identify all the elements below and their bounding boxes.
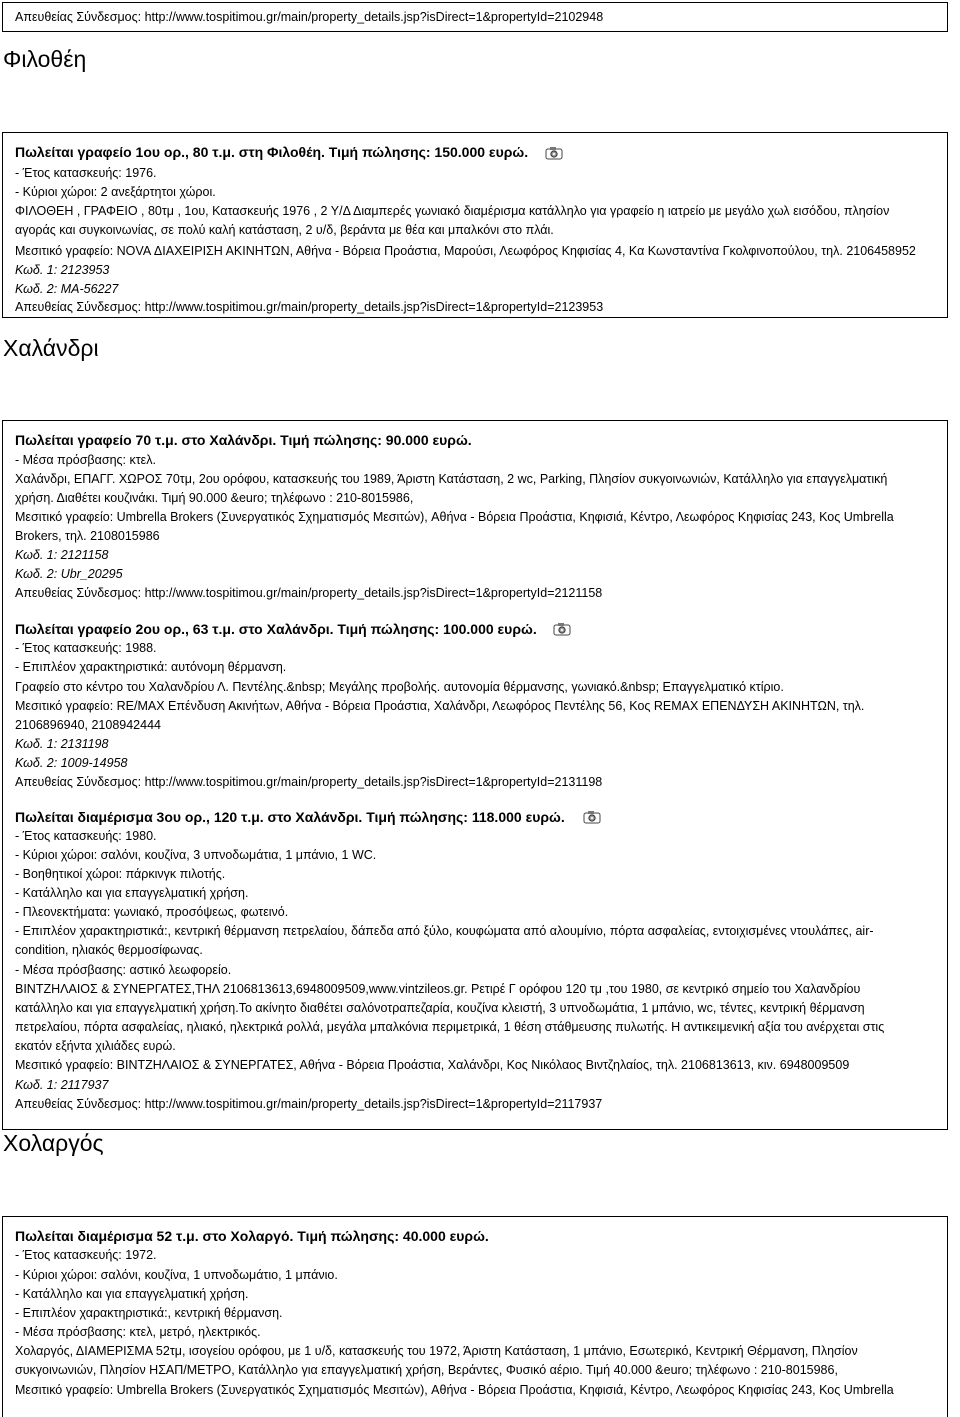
listing-code-1: Κωδ. 1: 2121158 [15,548,109,562]
listing-line: - Μέσα πρόσβασης: αστικό λεωφορείο. [15,963,232,977]
listing-title: Πωλείται διαμέρισμα 3ου ορ., 120 τ.μ. στο Χαλάνδρι. Τιμή πώλησης: 118.000 ευρώ. [15,809,565,825]
top-link-box [2,2,948,32]
listing-line: Γραφείο στο κέντρο του Χαλανδρίου Λ. Πεντέλης.&nbsp; Μεγάλης προβολής. αυτονομία θέρμανσης, γωνιακό.&nbsp; Επαγγελματικό κτίριο. [15,680,784,694]
listing-line: - Κύριοι χώροι: 2 ανεξάρτητοι χώροι. [15,185,216,199]
listing-code-2: Κωδ. 2: Ubr_20295 [15,567,123,581]
listing-line: Χαλάνδρι, ΕΠΑΓΓ. ΧΩΡΟΣ 70τμ, 2ου ορόφου, κατασκευής του 1989, Άριστη Κατάσταση, 2 wc, Parking, Πλησίον συκγοινωνιών, Κατάλληλο για επαγγελματική [15,472,888,486]
listing-line: πετρελαίου, πόρτα ασφαλείας, ηλιακό, ηλεκτρικά ρολλά, μεγάλα μπαλκόνια περιμετρικά, 1 θέση στάθμευσης πυλωτής. Η αντικειμενική αξία του ανέρχεται στις [15,1020,885,1034]
listing-line: - Κατάλληλο και για επαγγελματική χρήση. [15,886,249,900]
listing-title: Πωλείται γραφείο 70 τ.μ. στο Χαλάνδρι. Τιμή πώλησης: 90.000 ευρώ. [15,432,472,448]
listing-line: - Κύριοι χώροι: σαλόνι, κουζίνα, 3 υπνοδωμάτια, 1 μπάνιο, 1 WC. [15,848,377,862]
listing-line: - Επιπλέον χαρακτηριστικά:, κεντρική θέρμανση πετρελαίου, δάπεδα από ξύλο, κουφώματα από αλουμίνιο, πόρτα ασφαλείας, εντοιχισμένες ντουλάπες, air- [15,924,874,938]
listing-line: - Πλεονεκτήματα: γωνιακό, προσόψεως, φωτεινό. [15,905,289,919]
listing-line: condition, ηλιακός θερμοσίφωνας. [15,943,203,957]
listing-line: - Κατάλληλο και για επαγγελματική χρήση. [15,1287,249,1301]
listing-agency: Μεσιτικό γραφείο: RE/MAX Επένδυση Ακινήτων, Αθήνα - Βόρεια Προάστια, Χαλάνδρι, Λεωφόρος Πεντέλης 56, Κος REMAX ΕΠΕΝΔΥΣΗ ΑΚΙΝΗΤΩΝ, τηλ. [15,699,865,713]
region-heading: Φιλοθέη [3,46,87,72]
region-heading: Χολαργός [3,1130,104,1156]
listing-line: - Επιπλέον χαρακτηριστικά: αυτόνομη θέρμανση. [15,660,287,674]
listing-agency: Μεσιτικό γραφείο: Umbrella Brokers (Συνεργατικός Σχηματισμός Μεσιτών), Αθήνα - Βόρεια Προάστια, Κηφισιά, Κέντρο, Λεωφόρος Κηφισίας 243, Κος Umbrella [15,1383,894,1397]
listing-line: - Βοηθητικοί χώροι: πάρκινγκ πιλοτής. [15,867,226,881]
listing-line: - Έτος κατασκευής: 1988. [15,641,157,655]
listing-agency: Μεσιτικό γραφείο: ΒΙΝΤΖΗΛΑΙΟΣ & ΣΥΝΕΡΓΑΤΕΣ, Αθήνα - Βόρεια Προάστια, Χαλάνδρι, Κος Νικόλαος Βιντζηλαίος, τηλ. 2106813613, κιν. 6948009509 [15,1058,850,1072]
direct-link[interactable]: Απευθείας Σύνδεσμος: http://www.tospitimou.gr/main/property_details.jsp?isDirect=1&propertyId=2102948 [15,10,604,24]
camera-icon[interactable] [553,622,571,636]
listing-title: Πωλείται γραφείο 2ου ορ., 63 τ.μ. στο Χαλάνδρι. Τιμή πώλησης: 100.000 ευρώ. [15,621,537,637]
listing-line: ΦΙΛΟΘΕΗ , ΓΡΑΦΕΙΟ , 80τμ , 1ου, Κατασκευής 1976 , 2 Υ/Δ Διαμπερές γωνιακό διαμέρισμα κατάλληλο για γραφείο η ιατρείο με μεγάλο χωλ εισόδου, πλησίον [15,204,890,218]
region-heading: Χαλάνδρι [3,335,99,361]
listing-line: αγοράς και συγκοινωνίας, σε πολύ καλή κατάσταση, 2 υ/δ, βεράντα με θέα και μπαλκόνι στο πλάι. [15,223,554,237]
listing-card [2,132,948,318]
listing-code-2: Κωδ. 2: ΜΑ-56227 [15,282,119,296]
listing-line: ΒΙΝΤΖΗΛΑΙΟΣ & ΣΥΝΕΡΓΑΤΕΣ,ΤΗΛ 2106813613,6948009509,www.vintzileos.gr. Ρετιρέ Γ ορόφου 120 τμ ,του 1980, σε κεντρικό σημείο του Χαλανδρίου [15,982,861,996]
listing-line: συκγοινωνιών, Πλησίον ΗΣΑΠ/ΜΕΤΡΟ, Κατάλληλο για επαγγελματική χρήση, Βεράντες, Φυσικό αέριο. Τιμή 40.000 &euro; τηλέφωνο : 210-8015986, [15,1363,838,1377]
listing-code-2: Κωδ. 2: 1009-14958 [15,756,128,770]
listing-line: - Μέσα πρόσβασης: κτελ, μετρό, ηλεκτρικός. [15,1325,261,1339]
camera-icon[interactable] [583,810,601,824]
listing-line: - Έτος κατασκευής: 1976. [15,166,157,180]
listing-title: Πωλείται γραφείο 1ου ορ., 80 τ.μ. στη Φιλοθέη. Τιμή πώλησης: 150.000 ευρώ. [15,144,529,160]
listing-line: χρήση. Διαθέτει κουζινάκι. Τιμή 90.000 &euro; τηλέφωνο : 210-8015986, [15,491,414,505]
listing-code-1: Κωδ. 1: 2131198 [15,737,109,751]
listing-line: Χολαργός, ΔΙΑΜΕΡΙΣΜΑ 52τμ, ισογείου ορόφου, με 1 υ/δ, κατασκευής του 1972, Άριστη Κατάσταση, 1 μπάνιο, Εσωτερικό, Κεντρική Θέρμανση, Πλησίον [15,1344,858,1358]
listing-line: κατάλληλο και για επαγγελματική χρήση.Το ακίνητο διαθέτει σαλόνοτραπεζαρία, κουζίνα κλειστή, 3 υπνοδωμάτια, 1 μπάνιο, wc, τέντες, κεντρική θέρμανση [15,1001,865,1015]
listing-line: 2106896940, 2108942444 [15,718,161,732]
listing-line: - Επιπλέον χαρακτηριστικά:, κεντρική θέρμανση. [15,1306,283,1320]
listing-code-1: Κωδ. 1: 2123953 [15,263,110,277]
listing-title: Πωλείται διαμέρισμα 52 τ.μ. στο Χολαργό. Τιμή πώλησης: 40.000 ευρώ. [15,1228,489,1244]
direct-link[interactable]: Απευθείας Σύνδεσμος: http://www.tospitimou.gr/main/property_details.jsp?isDirect=1&propertyId=2121158 [15,586,603,600]
direct-link[interactable]: Απευθείας Σύνδεσμος: http://www.tospitimou.gr/main/property_details.jsp?isDirect=1&propertyId=2123953 [15,300,604,314]
listing-code-1: Κωδ. 1: 2117937 [15,1078,109,1092]
listing-line: - Μέσα πρόσβασης: κτελ. [15,453,156,467]
listing-line: - Έτος κατασκευής: 1972. [15,1248,157,1262]
listing-line: εκατόν εξήντα χιλιάδες ευρώ. [15,1039,176,1053]
listing-line: Brokers, τηλ. 2108015986 [15,529,160,543]
direct-link[interactable]: Απευθείας Σύνδεσμος: http://www.tospitimou.gr/main/property_details.jsp?isDirect=1&propertyId=2117937 [15,1097,603,1111]
listing-card [2,1216,948,1417]
listing-agency: Μεσιτικό γραφείο: NOVA ΔΙΑΧΕΙΡΙΣΗ ΑΚΙΝΗΤΩΝ, Αθήνα - Βόρεια Προάστια, Μαρούσι, Λεωφόρος Κηφισίας 4, Κα Κωνσταντίνα Γκολφινοπούλου, τηλ. 2106458952 [15,244,916,258]
direct-link[interactable]: Απευθείας Σύνδεσμος: http://www.tospitimou.gr/main/property_details.jsp?isDirect=1&propertyId=2131198 [15,775,603,789]
listing-agency: Μεσιτικό γραφείο: Umbrella Brokers (Συνεργατικός Σχηματισμός Μεσιτών), Αθήνα - Βόρεια Προάστια, Κηφισιά, Κέντρο, Λεωφόρος Κηφισίας 243, Κος Umbrella [15,510,894,524]
listing-line: - Κύριοι χώροι: σαλόνι, κουζίνα, 1 υπνοδωμάτιο, 1 μπάνιο. [15,1268,338,1282]
camera-icon[interactable] [545,146,563,160]
listings-group-chalandri [2,420,948,1130]
listing-line: - Έτος κατασκευής: 1980. [15,829,157,843]
